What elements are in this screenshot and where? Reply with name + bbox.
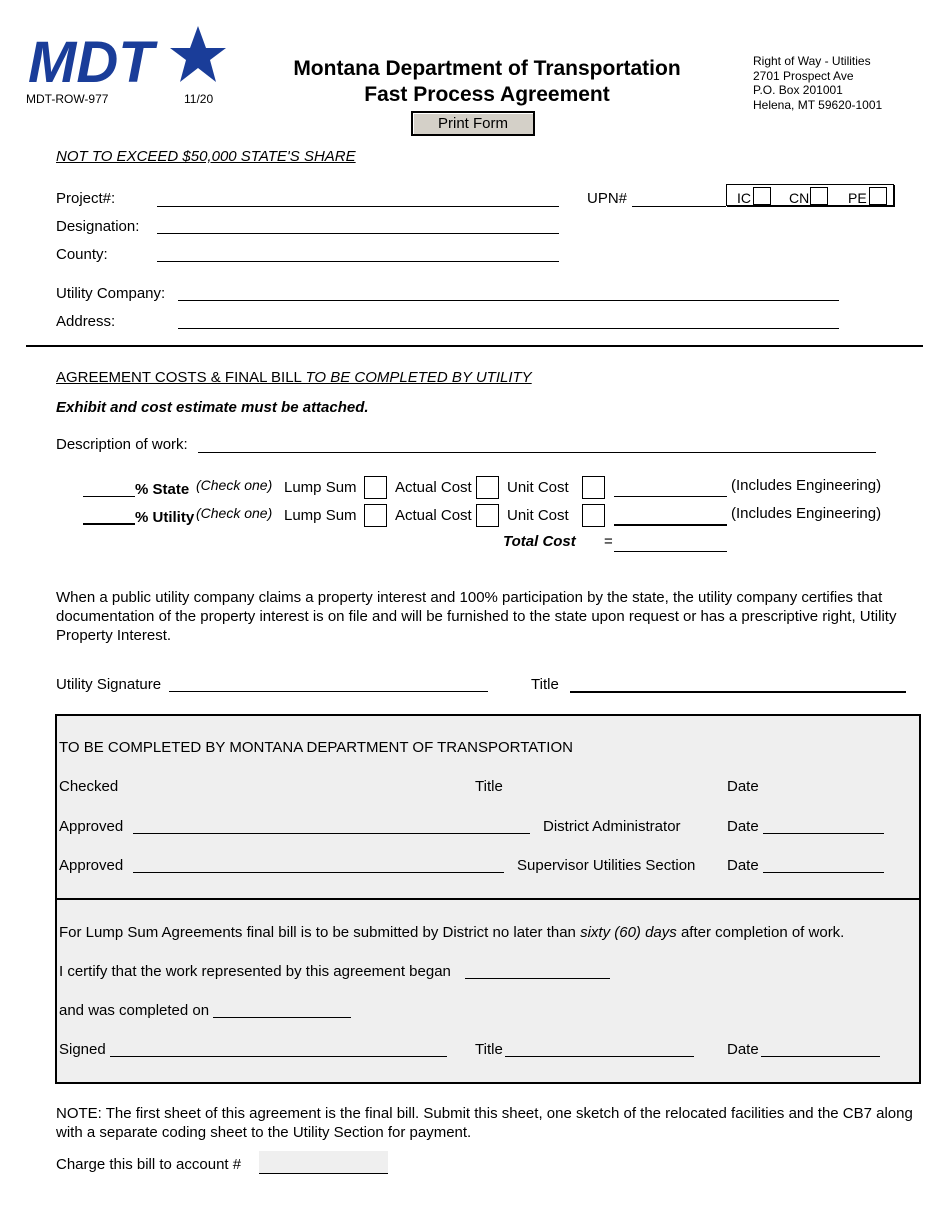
signed-title-field[interactable]	[505, 1056, 694, 1057]
total-cost-field[interactable]	[614, 551, 727, 552]
mdt-logo-svg	[26, 26, 226, 88]
ic-label: IC	[737, 190, 751, 206]
costs-heading-plain: AGREEMENT COSTS & FINAL BILL	[56, 369, 306, 386]
total-cost-label: Total Cost	[503, 533, 576, 550]
utility-title-field[interactable]	[570, 691, 906, 693]
approved-label: Approved	[59, 857, 124, 874]
utility-actual-cost-checkbox[interactable]	[476, 504, 499, 527]
address-line: Right of Way - Utilities	[753, 54, 871, 68]
logo-text: MDT	[28, 30, 154, 88]
signed-date-field[interactable]	[761, 1056, 880, 1057]
cn-checkbox[interactable]	[810, 187, 828, 205]
signed-date-label: Date	[727, 1041, 759, 1058]
lump-sum-label: Lump Sum	[284, 479, 357, 496]
county-label: County:	[56, 246, 108, 263]
designation-label: Designation:	[56, 218, 140, 235]
limit-note: NOT TO EXCEED $50,000 STATE'S SHARE	[56, 148, 356, 165]
supervisor-approval-field[interactable]	[133, 872, 504, 873]
includes-engineering-note: (Includes Engineering)	[731, 477, 882, 494]
address-label: Address:	[56, 313, 116, 330]
work-began-field[interactable]	[465, 978, 610, 979]
supervisor-date-label: Date	[727, 857, 759, 874]
ic-checkbox[interactable]	[753, 187, 771, 205]
district-administrator-label: District Administrator	[543, 818, 681, 835]
check-one-note: (Check one)	[196, 505, 273, 521]
upn-field[interactable]	[632, 206, 726, 207]
utility-company-field[interactable]	[178, 300, 839, 301]
certification-text: When a public utility company claims a property interest and 100% participation by the state, the utility company certifies that documentation of the property interest is on file and will be furnished to the state upon request or has a prescriptive right, Utility Property Interest.	[56, 589, 897, 644]
description-field[interactable]	[198, 452, 876, 453]
supervisor-date-field[interactable]	[763, 872, 884, 873]
utility-unit-cost-checkbox[interactable]	[582, 504, 605, 527]
utility-signature-field[interactable]	[169, 691, 488, 692]
state-actual-cost-checkbox[interactable]	[476, 476, 499, 499]
checked-title-label: Title	[475, 778, 503, 795]
actual-cost-label: Actual Cost	[395, 479, 472, 496]
lump-sum-text: For Lump Sum Agreements final bill is to be submitted by District no later than	[59, 924, 581, 941]
phase-checkbox-group	[726, 184, 894, 206]
utility-lump-sum-checkbox[interactable]	[364, 504, 387, 527]
check-one-note: (Check one)	[196, 477, 273, 493]
upn-label: UPN#	[587, 190, 628, 207]
work-completed-field[interactable]	[213, 1017, 351, 1018]
lump-sum-text-end: after completion of work.	[676, 924, 845, 941]
signed-field[interactable]	[110, 1056, 447, 1057]
form-number: MDT-ROW-977	[26, 92, 109, 106]
designation-field[interactable]	[157, 233, 559, 234]
unit-cost-label: Unit Cost	[507, 507, 569, 524]
project-field[interactable]	[157, 206, 559, 207]
county-field[interactable]	[157, 261, 559, 262]
address-line: 2701 Prospect Ave	[753, 68, 854, 83]
approved-label: Approved	[59, 818, 124, 835]
work-completed-label: and was completed on	[59, 1002, 210, 1019]
signed-label: Signed	[59, 1041, 106, 1058]
mdt-section-divider	[55, 898, 921, 900]
project-label: Project#:	[56, 190, 116, 207]
lump-sum-instructions	[59, 924, 844, 941]
address-line: Helena, MT 59620-1001	[753, 97, 883, 112]
supervisor-label: Supervisor Utilities Section	[517, 857, 696, 874]
equals-sign: =	[604, 533, 613, 550]
actual-cost-label: Actual Cost	[395, 507, 472, 524]
charge-account-label: Charge this bill to account #	[56, 1156, 242, 1173]
checked-label: Checked	[59, 778, 119, 795]
page-subtitle: Fast Process Agreement	[364, 83, 610, 106]
cn-label: CN	[789, 190, 810, 206]
print-form-button[interactable]: Print Form	[411, 111, 535, 136]
unit-cost-label: Unit Cost	[507, 479, 569, 496]
utility-signature-label: Utility Signature	[56, 676, 162, 693]
utility-percent-field[interactable]	[83, 523, 135, 525]
costs-heading-italic: TO BE COMPLETED BY UTILITY	[305, 369, 532, 386]
address-line: P.O. Box 201001	[753, 83, 843, 97]
utility-company-label: Utility Company:	[56, 285, 166, 302]
mdt-logo	[26, 26, 226, 88]
charge-account-field[interactable]	[259, 1151, 388, 1174]
district-date-field[interactable]	[763, 833, 884, 834]
star-icon	[170, 26, 226, 82]
page-title: Montana Department of Transportation	[293, 57, 681, 80]
description-label: Description of work:	[56, 436, 188, 453]
sixty-days-text: sixty (60) days	[580, 924, 677, 941]
state-lump-sum-checkbox[interactable]	[364, 476, 387, 499]
state-amount-field[interactable]	[614, 496, 727, 497]
utility-amount-field[interactable]	[614, 524, 727, 526]
state-label: % State	[135, 481, 190, 498]
signed-title-label: Title	[475, 1041, 503, 1058]
costs-heading	[56, 369, 532, 386]
exhibit-note: Exhibit and cost estimate must be attached.	[56, 399, 369, 416]
utility-label: % Utility	[135, 509, 195, 526]
office-address	[753, 54, 882, 112]
pe-checkbox[interactable]	[869, 187, 887, 205]
work-began-label: I certify that the work represented by this agreement began	[59, 963, 451, 980]
footer-note: NOTE: The first sheet of this agreement is the final bill. Submit this sheet, one sketch of the relocated facilities and the CB7 along with a separate coding sheet to the Utility Section for payment.	[56, 1105, 913, 1141]
section-divider	[26, 345, 923, 347]
district-approval-field[interactable]	[133, 833, 530, 834]
form-date: 11/20	[184, 92, 214, 106]
mdt-section-heading: TO BE COMPLETED BY MONTANA DEPARTMENT OF TRANSPORTATION	[59, 739, 573, 756]
state-unit-cost-checkbox[interactable]	[582, 476, 605, 499]
state-percent-field[interactable]	[83, 496, 135, 497]
address-field[interactable]	[178, 328, 839, 329]
district-date-label: Date	[727, 818, 759, 835]
checked-date-label: Date	[727, 778, 759, 795]
utility-title-label: Title	[531, 676, 559, 693]
includes-engineering-note: (Includes Engineering)	[731, 505, 882, 522]
pe-label: PE	[848, 190, 867, 206]
lump-sum-label: Lump Sum	[284, 507, 357, 524]
